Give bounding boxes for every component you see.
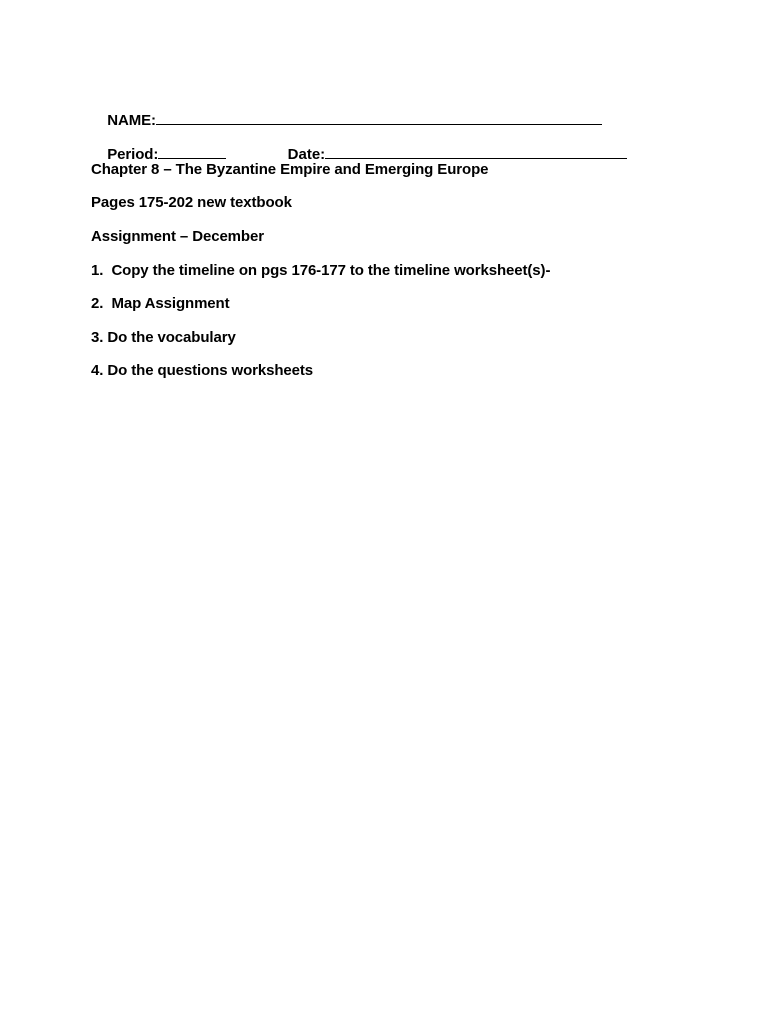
name-label: NAME: <box>107 112 156 129</box>
task-item-1: 1. Copy the timeline on pgs 176-177 to the timeline worksheet(s)- <box>91 262 551 279</box>
period-label: Period: <box>107 146 159 163</box>
date-label: Date: <box>287 146 326 163</box>
name-blank <box>156 111 602 125</box>
period-blank <box>158 145 226 159</box>
task-item-3: 3. Do the vocabulary <box>91 329 236 346</box>
date-blank <box>325 145 627 159</box>
task-item-2: 2. Map Assignment <box>91 295 230 312</box>
pages-line: Pages 175-202 new textbook <box>91 194 292 211</box>
assignment-line: Assignment – December <box>91 228 264 245</box>
chapter-title: Chapter 8 – The Byzantine Empire and Emerging Europe <box>91 161 489 178</box>
task-item-4: 4. Do the questions worksheets <box>91 362 314 379</box>
